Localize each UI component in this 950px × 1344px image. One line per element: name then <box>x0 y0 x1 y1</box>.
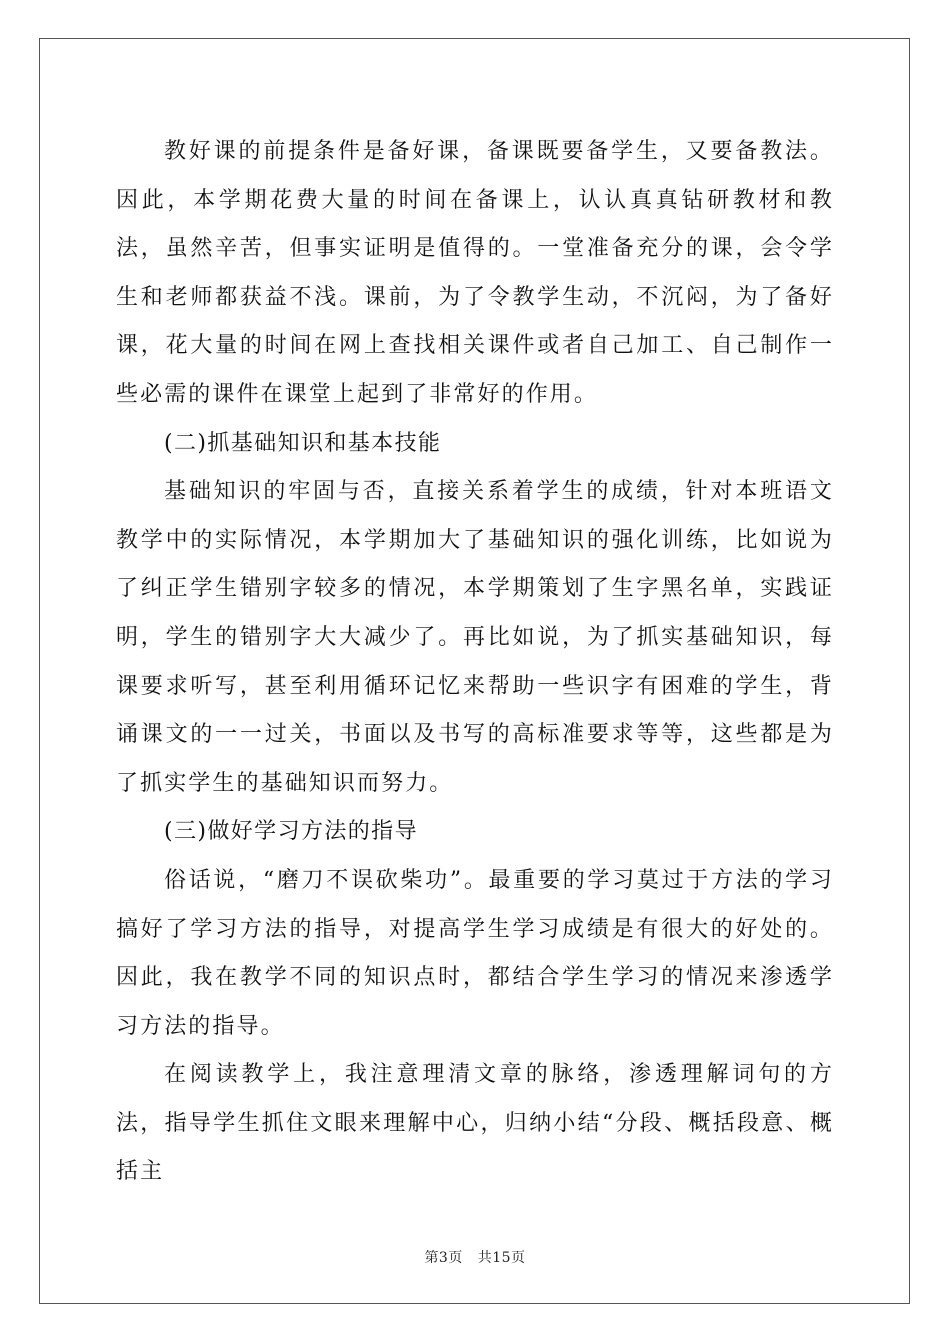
section-heading-methods: (三)做好学习方法的指导 <box>164 819 418 845</box>
section-heading-basics: (二)抓基础知识和基本技能 <box>164 430 442 456</box>
paragraph-methods: 俗话说，“磨刀不误砍柴功”。最重要的学习莫过于方法的学习搞好了学习方法的指导，对提高学生学习成绩是有很大的好处的。因此，我在教学不同的知识点时，都结合学生学习的情况来渗透学习方法的指导。 <box>116 867 834 1039</box>
paragraph-reading: 在阅读教学上，我注意理清文章的脉络，渗透理解词句的方法，指导学生抓住文眼来理解中心，归纳小结“分段、概括段意、概括主 <box>116 1062 834 1185</box>
page-number: 第3页 <box>424 1250 463 1266</box>
page-total: 共15页 <box>477 1250 526 1266</box>
document-body <box>116 128 834 1197</box>
paragraph-preparation: 教好课的前提条件是备好课，备课既要备学生，又要备教法。因此，本学期花费大量的时间在备课上，认认真真钻研教材和教法，虽然辛苦，但事实证明是值得的。一堂准备充分的课，会令学生和老师都获益不浅。课前，为了令教学生动，不沉闷，为了备好课，花大量的时间在网上查找相关课件或者自己加工、自己制作一些必需的课件在课堂上起到了非常好的作用。 <box>116 139 834 407</box>
page-footer <box>0 1247 950 1267</box>
paragraph-basics: 基础知识的牢固与否，直接关系着学生的成绩，针对本班语文教学中的实际情况，本学期加大了基础知识的强化训练，比如说为了纠正学生错别字较多的情况，本学期策划了生字黑名单，实践证明，学生的错别字大大减少了。再比如说，为了抓实基础知识，每课要求听写，甚至利用循环记忆来帮助一些识字有困难的学生，背诵课文的一一过关，书面以及书写的高标准要求等等，这些都是为了抓实学生的基础知识而努力。 <box>116 479 834 796</box>
